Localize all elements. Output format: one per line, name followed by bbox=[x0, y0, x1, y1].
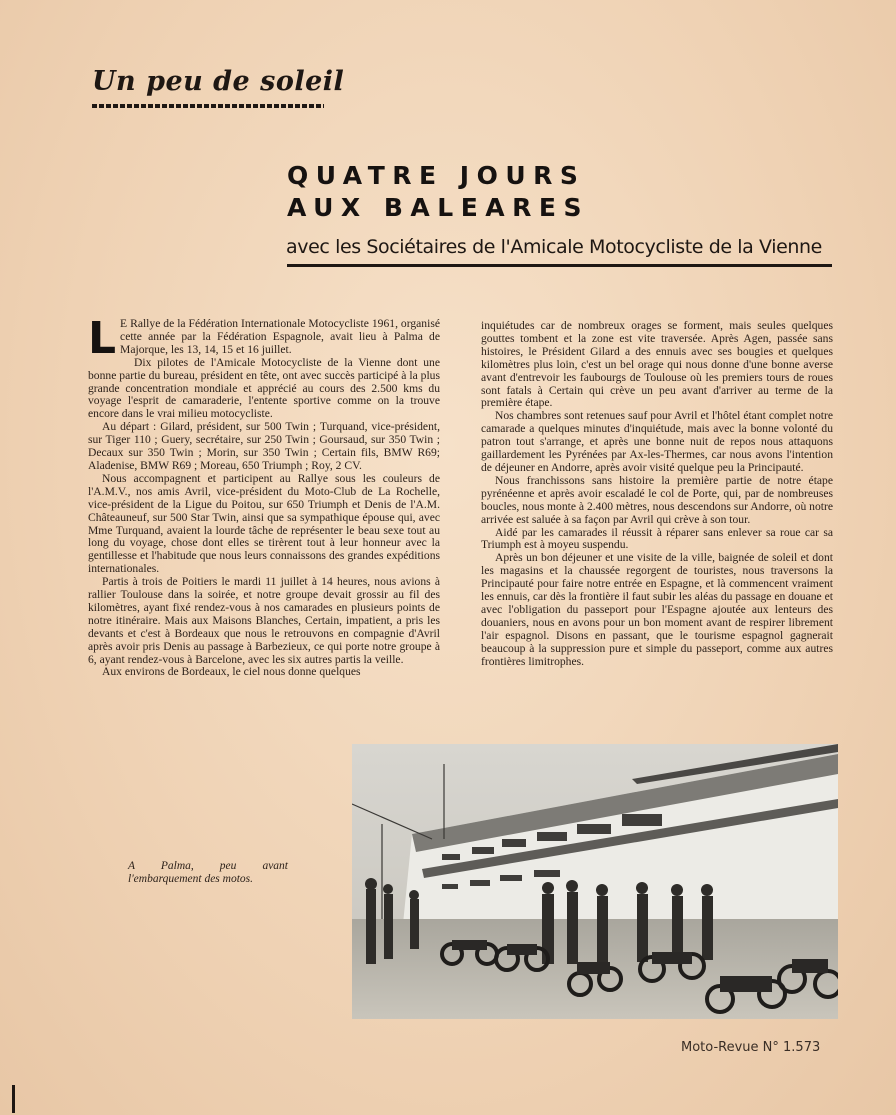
paragraph: Dix pilotes de l'Amicale Motocycliste de la Vienne dont une bonne partie du bureau, président en tête, ont avec succès participé à la plus grande concentration mondiale et apprécié au cours des 2.500 kms du voyage l'esprit de camaraderie, l'entente sportive comme on la trouve encore dans le vrai milieu motocycliste. bbox=[88, 355, 440, 421]
paragraph: Au départ : Gilard, président, sur 500 Twin ; Turquand, vice-président, sur Tiger 110 ; Guery, secrétaire, sur 250 Twin ; Goursaud, sur 350 Twin ; Decaux sur 350 Twin ; Morin, sur 350 Twin ; Certain fils, BMW R69; Aladenise, BMW R69 ; Moreau, 650 Triumph ; Roy, 2 CV. bbox=[88, 420, 440, 472]
footer-page-reference: Moto-Revue N° 1.573 bbox=[681, 1040, 821, 1055]
kicker: Un peu de soleil bbox=[92, 66, 345, 97]
photo-illustration bbox=[352, 744, 838, 1019]
paragraph: Aidé par les camarades il réussit à réparer sans enlever sa roue car sa Triumph est à moyeu suspendu. bbox=[481, 525, 833, 552]
paragraph: Nous accompagnent et participent au Rallye sous les couleurs de l'A.M.V., nos amis Avril, vice-président du Moto-Club de La Rochelle, vice-président de la Ligue du Poitou, sur 650 Triumph et Denis de l'A.M. Châteauneuf, sur 500 Star Twin, ainsi que sa sympathique épouse qui, avec Mme Turquand, avaient la lourde tâche de représenter le beau sexe tout au long du voyage, chose dont elles se tirèrent tout à leur honneur avec la gentillesse et l'habitude que nous leurs connaissons des grandes expéditions internationales. bbox=[88, 471, 440, 576]
article-right-column bbox=[481, 320, 833, 668]
paragraph: L E Rallye de la Fédération Internationale Motocycliste 1961, organisé cette année par la Fédération Espagnole, avait lieu à Palma de Majorque, les 13, 14, 15 et 16 juillet. bbox=[88, 313, 440, 364]
paragraph: Nos chambres sont retenues sauf pour Avril et l'hôtel étant complet notre camarade a quelques minutes d'inquiétude, mais avec la bonne volonté du patron tout s'arrange, et après une bonne nuit de repos nous attaquons gaillardement les Pyrénées par Ax-les-Thermes, car nous avons l'intention de déjeuner en Andorre, après avoir visité quelque peu la Principauté. bbox=[481, 409, 833, 474]
paragraph: Partis à trois de Poitiers le mardi 11 juillet à 14 heures, nous avions à rallier Toulouse dans la soirée, et notre groupe devait grossir au fil des kilomètres, ayant fixé rendez-vous à nos camarades en plusieurs points de notre itinéraire. Mais aux Maisons Blanches, Certain, impatient, a pris les devants et c'est à Bordeaux que nous le retrouvons en compagnie d'Avril après avoir pris Denis au passage à Barbezieux, ce qui porte notre groupe à 6, ayant rendez-vous à Barcelone, avec les six autres partis la veille. bbox=[88, 575, 440, 666]
headline-line-1: QUATRE JOURS bbox=[287, 161, 586, 190]
subtitle: avec les Sociétaires de l'Amicale Motocycliste de la Vienne bbox=[286, 236, 822, 258]
paragraph: Après un bon déjeuner et une visite de la ville, baignée de soleil et dont les magasins et la chaussée regorgent de touristes, nous traversons la Principauté pour faire notre entrée en Espagne, et là commencent vraiment les ennuis, car dès la frontière il faut subir les aléas du passage en douane et avec l'obligation du passeport pour l'Espagne ajoutée aux lenteurs des douaniers, nous en avons pour un bon moment avant de respirer librement l'air espagnol. Disons en passant, que le tourisme espagnol gagnerait beaucoup à la suppression pure et simple du passeport, comme aux autres frontières limitrophes. bbox=[481, 551, 833, 668]
kicker-rule bbox=[92, 104, 324, 108]
headline-line-2: AUX BALEARES bbox=[287, 193, 589, 222]
paragraph: Nous franchissons sans histoire la première partie de notre étape pyrénéenne et après avoir escaladé le col de Porte, qui, par de nombreuses boucles, nous monte à 2.400 mètres, nous descendons sur Andorre, où notre arrivée est saluée à sa façon par Avril qui crève à son tour. bbox=[481, 473, 833, 526]
article-left-column bbox=[88, 313, 440, 679]
subtitle-rule bbox=[287, 264, 832, 267]
photo-caption: A Palma, peu avant l'embarquement des motos. bbox=[128, 860, 288, 885]
paragraph: inquiétudes car de nombreux orages se forment, mais seules quelques gouttes tombent et la zone est vite traversée. Après Agen, passée sans histoires, le Président Gilard a des ennuis avec ses bougies et quelques kilomètres plus loin, c'est un bel orage qui nous donne d'une bonne averse avant d'entrevoir les faubourgs de Toulouse où les premiers tours de roues sont fatals à Certain qui crève un peu avant d'arriver au terme de la première étape. bbox=[481, 319, 833, 410]
drop-cap: L bbox=[88, 313, 117, 364]
headline bbox=[287, 160, 647, 224]
page-edge-mark bbox=[12, 1085, 15, 1113]
paragraph: Aux environs de Bordeaux, le ciel nous donne quelques bbox=[102, 665, 361, 679]
photo-ship-and-motorcycles bbox=[352, 744, 838, 1019]
